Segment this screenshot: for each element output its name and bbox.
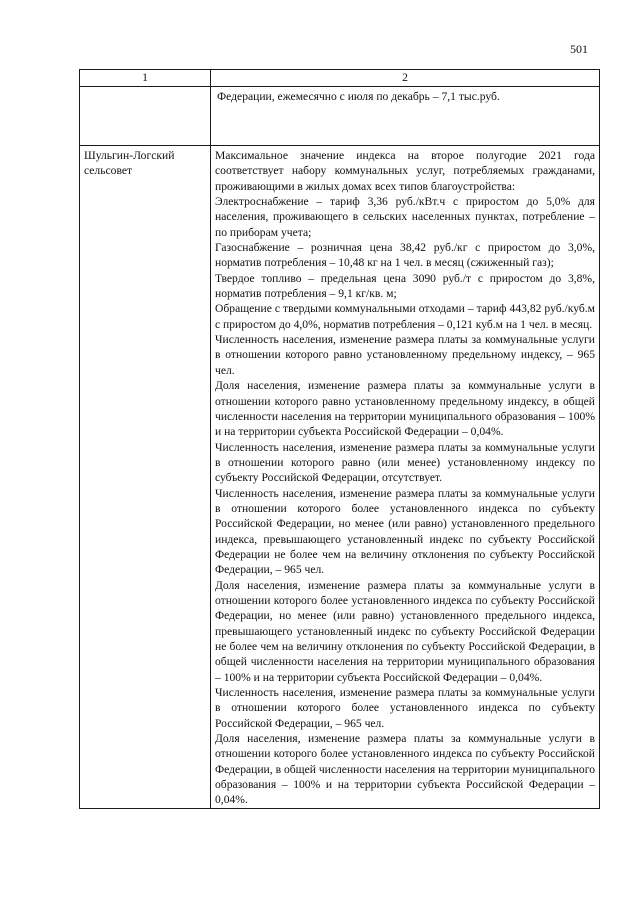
- paragraph-population-equal-limit: Численность населения, изменение размера платы за коммунальные услуги в отношении которого равно установленному предельному индексу, – 965 чел.: [215, 333, 595, 377]
- row-content: [211, 146, 600, 809]
- table-row-continuation: [80, 87, 600, 146]
- table-header-row: [80, 70, 600, 87]
- table-row: [80, 146, 600, 809]
- paragraph-population-more-regional: Численность населения, изменение размера платы за коммунальные услуги в отношении которого более установленного индекса по субъекту Российской Федерации, – 965 чел.: [215, 686, 595, 730]
- document-table: [79, 69, 600, 809]
- column-header-2: 2: [211, 70, 600, 87]
- paragraph-share-above-regional: Доля населения, изменение размера платы за коммунальные услуги в отношении которого более установленного индекса по субъекту Российской Федерации, но менее (или равно) установленного предельного индекса, превышающего установленный индекс по субъекту Российской Федерации не более чем на величину отклонения по субъекту Российской Федерации, в общей численности населения на территории муниципального образования – 100% и на территории субъекта Российской Федерации – 0,04%.: [215, 578, 595, 684]
- continuation-text: Федерации, ежемесячно с июля по декабрь – 7,1 тыс.руб.: [211, 87, 600, 146]
- paragraph-electricity: Электроснабжение – тариф 3,36 руб./кВт.ч с приростом до 5,0% для населения, проживающего в сельских населенных пунктах, потребление – по приборам учета;: [215, 195, 595, 239]
- municipality-name: Шульгин-Логский сельсовет: [80, 146, 211, 809]
- paragraph-index-intro: Максимальное значение индекса на второе полугодие 2021 года соответствует набору коммунальных услуг, потребляемых гражданами, проживающими в жилых домах всех типов благоустройства:: [215, 149, 595, 193]
- paragraph-solid-fuel: Твердое топливо – предельная цена 3090 руб./т с приростом до 3,8%, норматив потребления – 9,1 кг/кв. м;: [215, 271, 595, 301]
- paragraph-population-above-regional: Численность населения, изменение размера платы за коммунальные услуги в отношении которого более установленного индекса по субъекту Российской Федерации, но менее (или равно) установленного предельного индекса, превышающего установленный индекс по субъекту Российской Федерации не более чем на величину отклонения по субъекту Российской Федерации, – 965 чел.: [215, 486, 595, 577]
- page-number: 501: [570, 42, 588, 56]
- column-header-1: 1: [80, 70, 211, 87]
- empty-cell: [80, 87, 211, 146]
- paragraph-share-more-regional: Доля населения, изменение размера платы за коммунальные услуги в отношении которого более установленного индекса по субъекту Российской Федерации, в общей численности населения на территории муниципального образования – 100% и на территории субъекта Российской Федерации – 0,04%.: [215, 732, 595, 807]
- paragraph-gas: Газоснабжение – розничная цена 38,42 руб./кг с приростом до 3,0%, норматив потребления – 10,48 кг на 1 чел. в месяц (сжиженный газ);: [215, 241, 595, 270]
- paragraph-population-equal-regional: Численность населения, изменение размера платы за коммунальные услуги в отношении которого равно (или менее) установленному индексу по субъекту Российской Федерации, отсутствует.: [215, 440, 595, 485]
- paragraph-waste: Обращение с твердыми коммунальными отходами – тариф 443,82 руб./куб.м с приростом до 4,0%, норматив потребления – 0,121 куб.м на 1 чел. в месяц.: [215, 302, 595, 331]
- paragraph-share-equal-limit: Доля населения, изменение размера платы за коммунальные услуги в отношении которого равно установленному предельному индексу, в общей численности населения на территории муниципального образования – 100% и на территории субъекта Российской Федерации – 0,04%.: [215, 379, 595, 439]
